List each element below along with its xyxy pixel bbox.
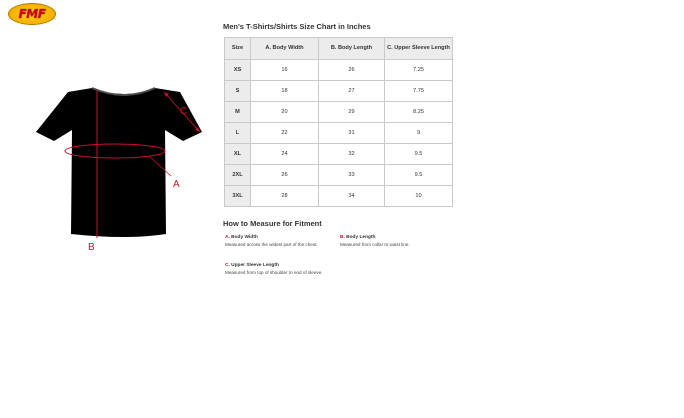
table-row xyxy=(225,60,453,81)
measure-description: Measured from collar to waist line. xyxy=(340,242,410,247)
size-cell: 3XL xyxy=(225,186,251,207)
body-width-cell: 18 xyxy=(251,81,319,102)
table-row xyxy=(225,186,453,207)
body-width-cell: 26 xyxy=(251,165,319,186)
body-length-cell: 33 xyxy=(319,165,385,186)
size-chart-title: Men's T-Shirts/Shirts Size Chart in Inches xyxy=(223,22,371,31)
brand-logo xyxy=(8,3,56,25)
measure-item-body-width xyxy=(225,235,318,247)
body-length-cell: 32 xyxy=(319,144,385,165)
body-length-cell: 27 xyxy=(319,81,385,102)
measure-description: Measured from top of shoulder to end of sleeve. xyxy=(225,270,323,275)
sleeve-length-cell: 8.25 xyxy=(385,102,453,123)
measure-letter: B. xyxy=(340,235,345,240)
body-width-cell: 16 xyxy=(251,60,319,81)
body-width-cell: 20 xyxy=(251,102,319,123)
sleeve-length-cell: 10 xyxy=(385,186,453,207)
sleeve-length-cell: 7.25 xyxy=(385,60,453,81)
body-length-cell: 26 xyxy=(319,60,385,81)
body-width-cell: 24 xyxy=(251,144,319,165)
table-row xyxy=(225,81,453,102)
header-body-width: A. Body Width xyxy=(251,38,319,60)
body-length-cell: 31 xyxy=(319,123,385,144)
measure-item-body-length xyxy=(340,235,410,247)
header-body-length: B. Body Length xyxy=(319,38,385,60)
size-cell: XS xyxy=(225,60,251,81)
measure-name: Body Length xyxy=(346,235,376,240)
label-c: C xyxy=(180,106,188,117)
label-a: A xyxy=(173,179,180,190)
size-cell: XL xyxy=(225,144,251,165)
table-header-row xyxy=(225,38,453,60)
measure-letter: A. xyxy=(225,235,230,240)
measure-item-sleeve-length xyxy=(225,263,323,275)
shirt-diagram xyxy=(28,78,214,258)
table-row xyxy=(225,144,453,165)
table-row xyxy=(225,123,453,144)
size-chart-table xyxy=(224,37,453,207)
table-row xyxy=(225,165,453,186)
sleeve-length-cell: 7.75 xyxy=(385,81,453,102)
logo-text: FMF xyxy=(18,7,46,21)
measure-label xyxy=(340,235,410,240)
label-b: B xyxy=(88,242,95,253)
sleeve-length-cell: 9.5 xyxy=(385,144,453,165)
size-cell: S xyxy=(225,81,251,102)
sleeve-length-cell: 9.5 xyxy=(385,165,453,186)
body-length-cell: 29 xyxy=(319,102,385,123)
header-sleeve-length: C. Upper Sleeve Length xyxy=(385,38,453,60)
body-width-cell: 28 xyxy=(251,186,319,207)
body-length-cell: 34 xyxy=(319,186,385,207)
size-cell: M xyxy=(225,102,251,123)
tshirt-icon xyxy=(36,88,202,237)
measure-label xyxy=(225,235,318,240)
table-row xyxy=(225,102,453,123)
sleeve-length-cell: 9 xyxy=(385,123,453,144)
measure-letter: C. xyxy=(225,263,230,268)
measure-label xyxy=(225,263,323,268)
measure-name: Body Width xyxy=(231,235,258,240)
size-cell: L xyxy=(225,123,251,144)
size-cell: 2XL xyxy=(225,165,251,186)
measure-heading: How to Measure for Fitment xyxy=(223,219,322,228)
measure-name: Upper Sleeve Length xyxy=(231,263,279,268)
body-width-cell: 22 xyxy=(251,123,319,144)
measure-description: Measured across the widest part of the chest. xyxy=(225,242,318,247)
header-size: Size xyxy=(225,38,251,60)
